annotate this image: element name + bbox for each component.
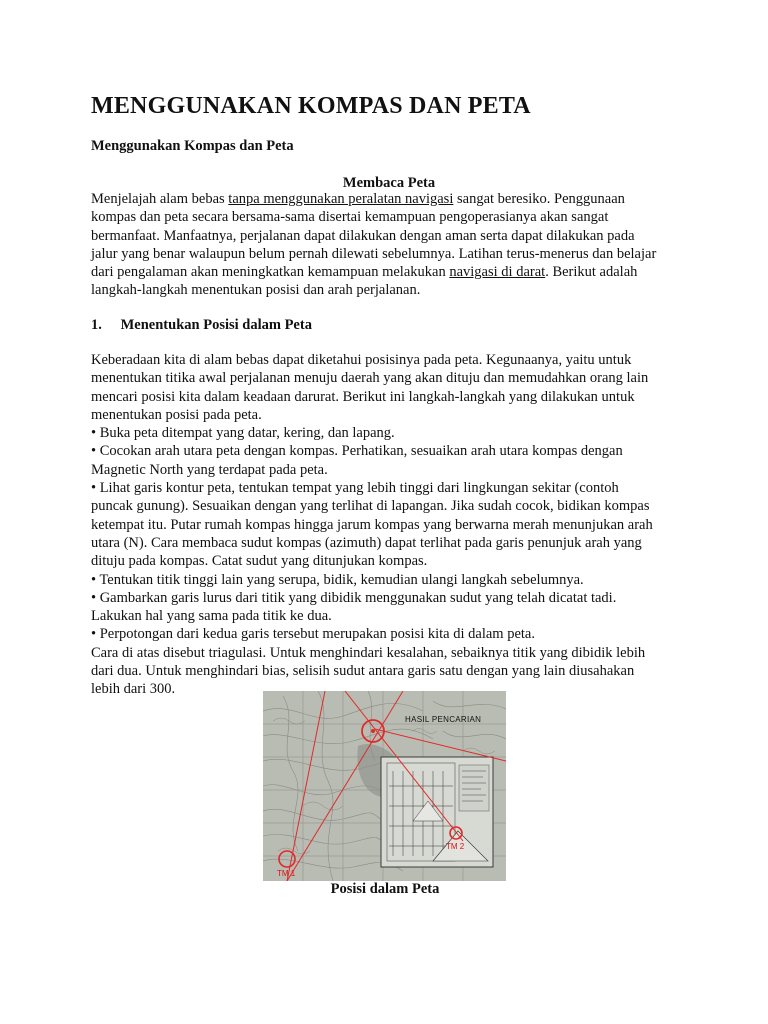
topographic-map-figure	[263, 691, 506, 881]
section-heading-membaca-peta: Membaca Peta	[342, 175, 436, 191]
intro-paragraph	[91, 190, 691, 300]
body-line: ketempat itu. Putar rumah kompas hingga jarum kompas yang berwarna merah menunjukan arah	[91, 516, 653, 533]
bullet-line: • Lihat garis kontur peta, tentukan tempat yang lebih tinggi dari lingkungan sekitar (contoh	[91, 480, 619, 497]
link-navigation-tools[interactable]: tanpa menggunakan peralatan navigasi	[228, 191, 454, 207]
body-line: Keberadaan kita di alam bebas dapat diketahui posisinya pada peta. Kegunaanya, yaitu untuk	[91, 352, 632, 368]
body-line: Magnetic North yang terdapat pada peta.	[91, 461, 328, 478]
section-1-heading	[91, 317, 312, 334]
body-line: mencari posisi kita dalam keadaan darurat. Berikut ini langkah-langkah yang dilakukan untuk	[91, 388, 635, 405]
label-tm1: TM 1	[277, 869, 296, 878]
document-subtitle: Menggunakan Kompas dan Peta	[91, 138, 294, 154]
section-number: 1.	[91, 317, 102, 333]
link-land-navigation[interactable]: navigasi di darat	[449, 264, 546, 281]
bullet-line: • Cocokan arah utara peta dengan kompas. Perhatikan, sesuaikan arah utara kompas dengan	[91, 443, 623, 460]
document-title: MENGGUNAKAN KOMPAS DAN PETA	[91, 93, 531, 119]
intro-line: bermanfaat. Manfaatnya, perjalanan dapat dilakukan dengan aman serta dapat dilakukan pada	[91, 227, 635, 244]
bullet-line: • Buka peta ditempat yang datar, kering, dan lapang.	[91, 425, 395, 442]
bullet-line: • Gambarkan garis lurus dari titik yang dibidik menggunakan sudut yang telah dicatat tadi.	[91, 589, 617, 606]
body-line: utara (N). Cara membaca sudut kompas (azimuth) dapat terlihat pada garis penunjuk arah yang	[91, 534, 642, 551]
section-title: Menentukan Posisi dalam Peta	[120, 317, 312, 333]
body-line: Lakukan hal yang sama pada titik ke dua.	[91, 608, 332, 625]
bullet-line: • Tentukan titik tinggi lain yang serupa, bidik, kemudian ulangi langkah sebelumnya.	[91, 571, 584, 588]
intro-line: jalur yang benar walaupun belum pernah dilewati sebelumnya. Latihan terus-menerus dan belajar	[91, 245, 657, 262]
intro-line: Menjelajah alam bebas tanpa menggunakan peralatan navigasi sangat beresiko. Penggunaan	[91, 191, 625, 207]
bullet-line: • Perpotongan dari kedua garis tersebut merupakan posisi kita di dalam peta.	[91, 626, 535, 643]
section-1-body	[91, 351, 691, 699]
body-line: menentukan posisi pada peta.	[91, 406, 262, 423]
body-line: lebih dari 300.	[91, 681, 176, 698]
body-line: dituju pada kompas. Catat sudut yang ditunjukan kompas.	[91, 553, 428, 570]
label-hasil-pencarian: HASIL PENCARIAN	[405, 715, 482, 724]
body-line: Cara di atas disebut triagulasi. Untuk menghindari kesalahan, sebaiknya titik yang dibidik lebih	[91, 644, 646, 661]
body-line: puncak gunung). Sesuaikan dengan yang terlihat di lapangan. Jika sudah cocok, bidikan kompas	[91, 498, 650, 515]
body-line: dari dua. Untuk menghindari bias, selisih sudut antara garis satu dengan yang lain diusahakan	[91, 663, 635, 680]
body-line: menentukan titika awal perjalanan menuju daerah yang akan dituju dan memudahkan orang lain	[91, 370, 649, 387]
label-tm2: TM 2	[446, 842, 465, 851]
intro-line: langkah-langkah menentukan posisi dan arah perjalanan.	[91, 282, 421, 299]
intro-line: dari pengalaman akan meningkatkan kemampuan melakukan navigasi di darat. Berikut adalah	[91, 264, 638, 281]
compass-baseplate	[381, 757, 493, 867]
intro-line: kompas dan peta secara bersama-sama disertai kemampuan pengoperasianya akan sangat	[91, 209, 609, 226]
figure-caption: Posisi dalam Peta	[330, 881, 440, 897]
